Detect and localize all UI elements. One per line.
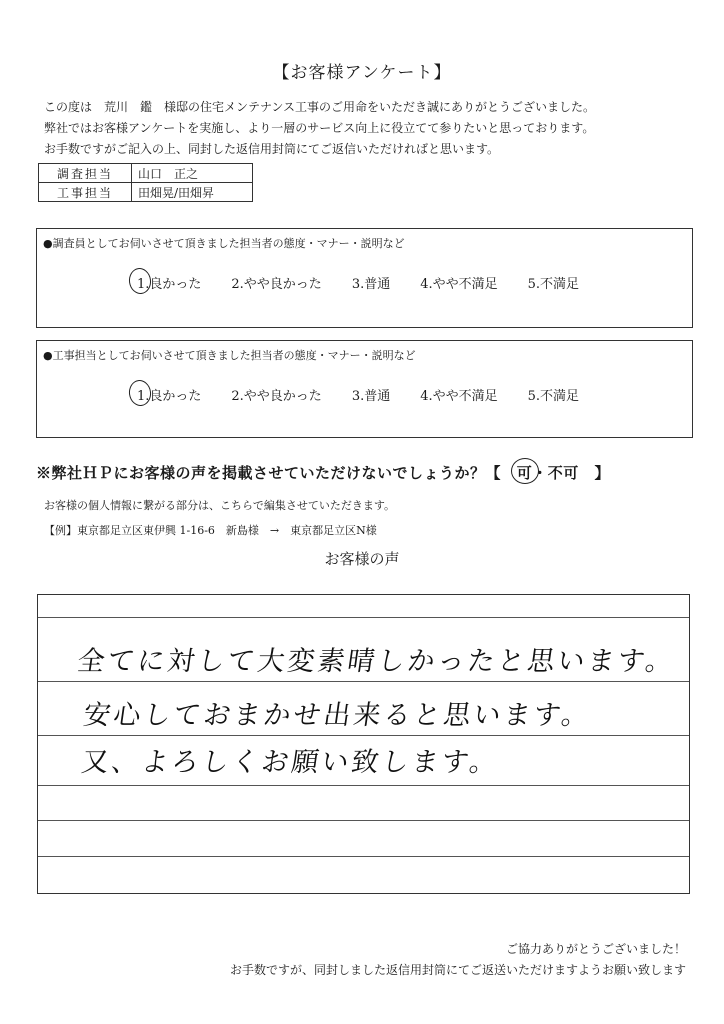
intro-line-1: この度は 荒川 鑑 様邸の住宅メンテナンス工事のご用命をいただき誠にありがとうございました。 bbox=[44, 100, 596, 114]
option-good[interactable]: 1.良かった bbox=[137, 385, 201, 404]
return-instruction: お手数ですが、同封しました返信用封筒にてご返送いただけますようお願い致します bbox=[229, 963, 686, 977]
intro-line-2: 弊社ではお客様アンケートを実施し、より一層のサービス向上に役立てて参りたいと思っております。 bbox=[44, 121, 595, 135]
option-unsatisfied[interactable]: 5.不満足 bbox=[527, 277, 580, 292]
option-fairly-good[interactable]: 2.やや良かった bbox=[231, 389, 322, 404]
intro-line-3: お手数ですがご記入の上、同封した返信用封筒にてご返信いただければと思います。 bbox=[44, 142, 500, 156]
hp-separator: ・ bbox=[532, 464, 548, 482]
question-1-text: ●調査員としてお伺いさせて頂きました担当者の態度・マナー・説明など bbox=[43, 237, 405, 250]
staff-table bbox=[38, 163, 253, 202]
ruled-line bbox=[38, 820, 689, 821]
option-fairly-unsatisfied[interactable]: 4.やや不満足 bbox=[420, 277, 498, 292]
staff-value: 田畑晃/田畑昇 bbox=[132, 183, 253, 202]
staff-row bbox=[39, 164, 253, 183]
customer-voice-box bbox=[37, 594, 690, 894]
staff-label: 調査担当 bbox=[39, 164, 132, 183]
handwritten-comment-line: 又、よろしくお願い致します。 bbox=[79, 747, 502, 778]
staff-value: 山口 正之 bbox=[132, 164, 253, 183]
ruled-line bbox=[38, 785, 689, 786]
ruled-line bbox=[38, 681, 689, 682]
hp-consent-question bbox=[36, 462, 610, 483]
survey-title: 【お客様アンケート】 bbox=[272, 63, 452, 83]
option-unsatisfied[interactable]: 5.不満足 bbox=[527, 389, 580, 404]
ruled-line bbox=[38, 856, 689, 857]
question-2-options bbox=[137, 385, 579, 404]
hp-option-yes[interactable]: 可 bbox=[516, 464, 533, 482]
option-average[interactable]: 3.普通 bbox=[351, 277, 391, 292]
option-average[interactable]: 3.普通 bbox=[351, 389, 391, 404]
question-1-options bbox=[137, 273, 579, 292]
example-note: 【例】東京都足立区東伊興 1-16-6 新島様 → 東京都足立区N様 bbox=[44, 524, 377, 537]
hp-close-bracket: 】 bbox=[594, 464, 611, 482]
voice-title: お客様の声 bbox=[324, 550, 400, 568]
option-good[interactable]: 1.良かった bbox=[137, 273, 201, 292]
handwritten-comment-line: 全てに対して大変素晴しかったと思います。 bbox=[75, 646, 678, 677]
staff-row bbox=[39, 183, 253, 202]
hp-option-no[interactable]: 不可 bbox=[547, 464, 579, 482]
handwritten-comment-line: 安心しておまかせ出来ると思います。 bbox=[81, 700, 594, 731]
privacy-note: お客様の個人情報に繋がる部分は、こちらで編集させていただきます。 bbox=[44, 499, 396, 512]
ruled-line bbox=[38, 617, 689, 618]
thanks-message: ご協力ありがとうございました！ bbox=[505, 942, 686, 956]
option-fairly-good[interactable]: 2.やや良かった bbox=[231, 277, 322, 292]
option-fairly-unsatisfied[interactable]: 4.やや不満足 bbox=[420, 389, 498, 404]
question-2-box bbox=[36, 340, 693, 438]
hp-question-text: ※弊社ＨＰにお客様の声を掲載させていただけないでしょうか？【 bbox=[36, 464, 502, 482]
question-1-box bbox=[36, 228, 693, 328]
question-2-text: ●工事担当としてお伺いさせて頂きました担当者の態度・マナー・説明など bbox=[43, 349, 416, 362]
ruled-line bbox=[38, 735, 689, 736]
staff-label: 工事担当 bbox=[39, 183, 132, 202]
